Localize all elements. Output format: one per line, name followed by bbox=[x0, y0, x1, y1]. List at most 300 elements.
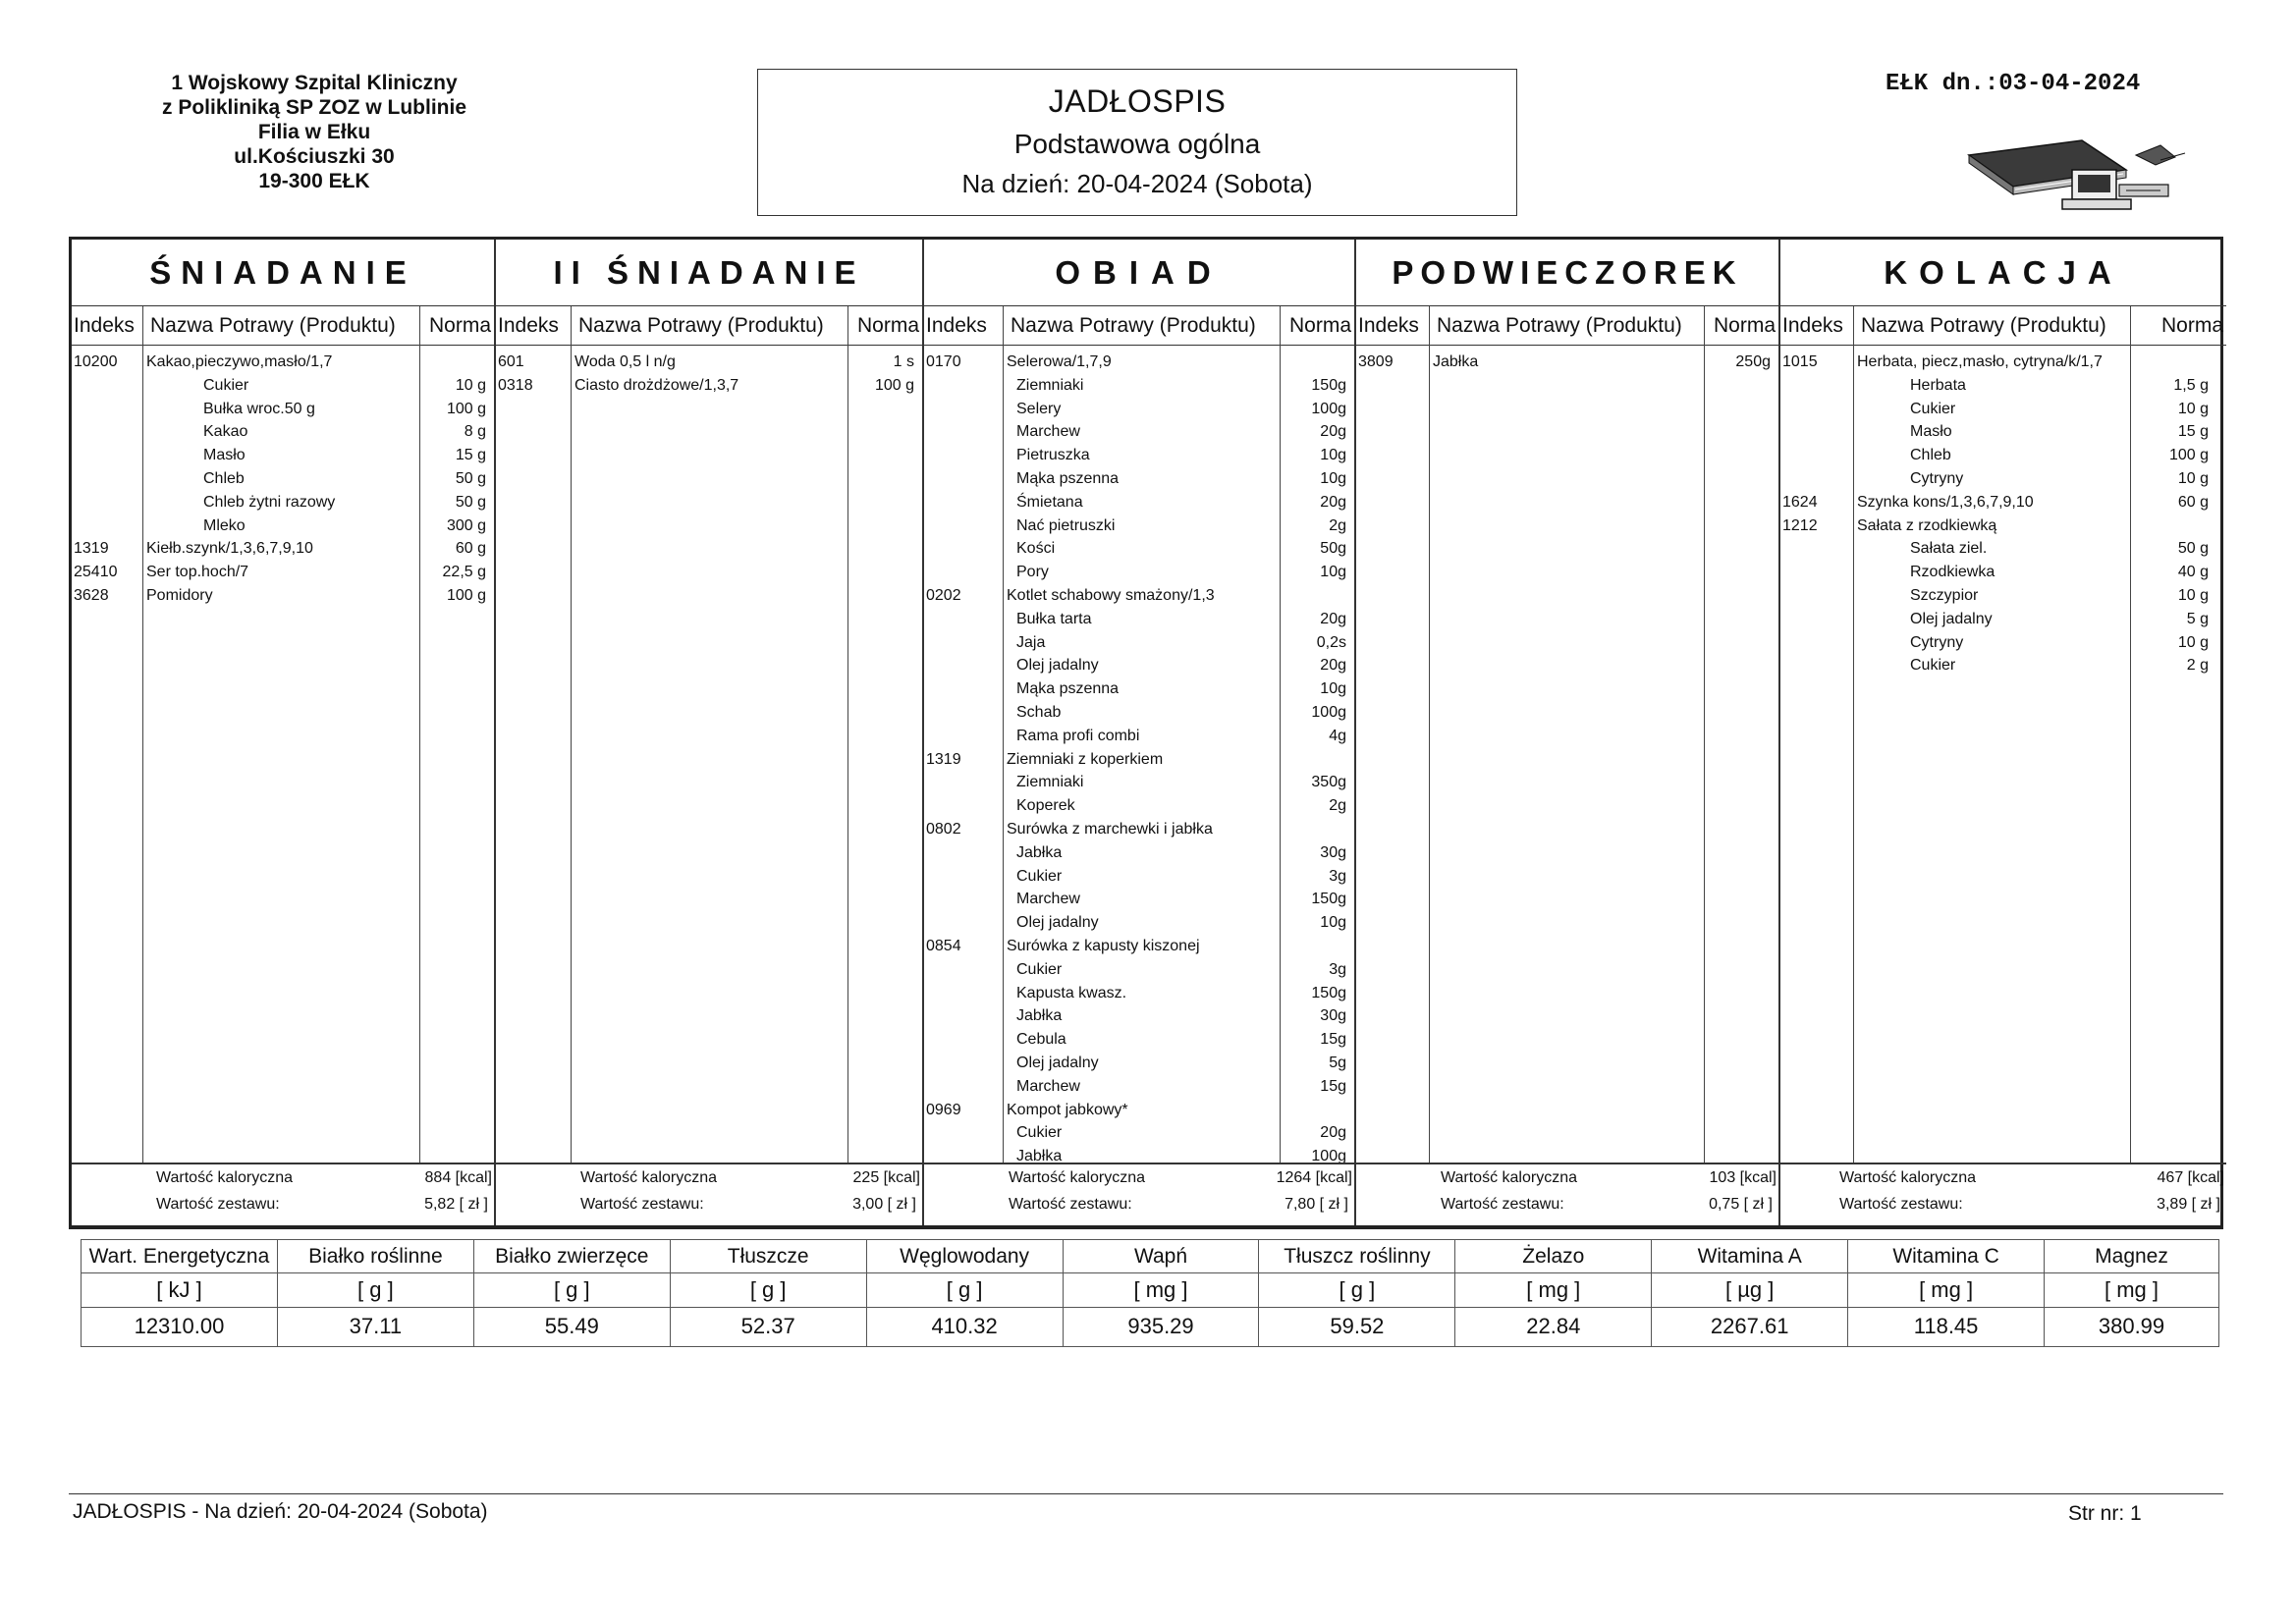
dish-name: Sałata z rzodkiewką bbox=[1857, 516, 1997, 534]
ingredient-name: Mąka pszenna bbox=[1016, 470, 1120, 487]
menu-table bbox=[69, 237, 2223, 1229]
dish-norm: 0,2s bbox=[1316, 633, 1346, 651]
ingredient-name: Rama profi combi bbox=[1016, 727, 1140, 744]
dish-name: Kompot jabkowy* bbox=[1007, 1101, 1128, 1118]
header-norma: Norma bbox=[2160, 314, 2223, 337]
dish-norm: 10 g bbox=[2177, 470, 2209, 487]
header-nazwa: Nazwa Potrawy (Produktu) bbox=[1861, 314, 2106, 337]
calorie-value: 884 [kcal] bbox=[424, 1169, 492, 1186]
dish-name: Kotlet schabowy smażony/1,3 bbox=[1007, 587, 1215, 604]
nutrition-value-cell: 118.45 bbox=[1848, 1307, 2045, 1346]
ingredient-name: Kapusta kwasz. bbox=[1016, 984, 1127, 1001]
dish-row bbox=[72, 420, 494, 444]
meal-column bbox=[924, 240, 1356, 1225]
dish-norm: 150g bbox=[1311, 376, 1346, 394]
meal-summary bbox=[496, 1163, 922, 1225]
ingredient-name: Cytryny bbox=[1910, 470, 1964, 487]
calorie-value: 225 [kcal] bbox=[852, 1169, 920, 1186]
dish-row bbox=[924, 935, 1354, 958]
dish-row bbox=[72, 561, 494, 584]
dish-row bbox=[924, 514, 1354, 538]
meal-title: PODWIECZOREK bbox=[1356, 240, 1778, 306]
dish-row bbox=[1780, 631, 2226, 655]
dish-norm: 50 g bbox=[455, 470, 486, 487]
nutrition-value-cell: 935.29 bbox=[1063, 1307, 1259, 1346]
nutrition-header-row bbox=[82, 1240, 2219, 1273]
column-divider bbox=[847, 306, 848, 1163]
dish-index: 3809 bbox=[1358, 353, 1394, 370]
dish-row bbox=[1780, 514, 2226, 538]
menu-date: Na dzień: 20-04-2024 (Sobota) bbox=[961, 169, 1313, 198]
dish-index: 1319 bbox=[926, 750, 961, 768]
dish-name: Pomidory bbox=[146, 587, 213, 604]
dish-row bbox=[924, 794, 1354, 818]
dish-norm: 10g bbox=[1320, 914, 1346, 932]
cost-value: 3,00 [ zł ] bbox=[852, 1196, 916, 1213]
dish-name: Surówka z kapusty kiszonej bbox=[1007, 938, 1200, 954]
ingredient-name: Olej jadalny bbox=[1016, 657, 1099, 675]
dish-norm: 20g bbox=[1320, 657, 1346, 675]
dish-norm: 40 g bbox=[2177, 564, 2209, 581]
dish-row bbox=[924, 1099, 1354, 1122]
dish-index: 10200 bbox=[74, 353, 118, 370]
dish-index: 0854 bbox=[926, 938, 961, 954]
meal-summary bbox=[1356, 1163, 1778, 1225]
dish-row bbox=[924, 491, 1354, 514]
nutrition-value-cell: 59.52 bbox=[1259, 1307, 1455, 1346]
dish-norm: 250g bbox=[1735, 353, 1771, 370]
dish-index: 1015 bbox=[1782, 353, 1818, 370]
dish-name: Jabłka bbox=[1433, 353, 1479, 370]
dish-row bbox=[72, 467, 494, 491]
ingredient-name: Chleb bbox=[203, 470, 245, 487]
dish-row bbox=[924, 701, 1354, 725]
ingredient-name: Cukier bbox=[1910, 400, 1956, 417]
dish-row bbox=[1780, 537, 2226, 561]
nutrition-unit-cell: [ g ] bbox=[277, 1273, 473, 1307]
ingredient-name: Marchew bbox=[1016, 891, 1080, 908]
nutrition-value-cell: 380.99 bbox=[2045, 1307, 2219, 1346]
dish-name: Szynka kons/1,3,6,7,9,10 bbox=[1857, 493, 2034, 511]
dish-norm: 100 g bbox=[446, 400, 486, 417]
meal-summary bbox=[924, 1163, 1354, 1225]
dish-row bbox=[1780, 608, 2226, 631]
calorie-label: Wartość kaloryczna bbox=[1839, 1169, 1976, 1186]
nutrition-value-cell: 55.49 bbox=[473, 1307, 670, 1346]
dish-norm: 8 g bbox=[464, 423, 486, 441]
dish-norm: 20g bbox=[1320, 1124, 1346, 1142]
dish-row bbox=[924, 351, 1354, 374]
header-indeks: Indeks bbox=[1782, 314, 1843, 337]
ingredient-name: Schab bbox=[1016, 704, 1062, 721]
nutrition-value-cell: 52.37 bbox=[670, 1307, 866, 1346]
calorie-label: Wartość kaloryczna bbox=[580, 1169, 717, 1186]
ingredient-name: Ziemniaki bbox=[1016, 774, 1084, 791]
dish-norm: 10 g bbox=[455, 376, 486, 394]
nutrition-unit-cell: [ g ] bbox=[1259, 1273, 1455, 1307]
meal-title: II ŚNIADANIE bbox=[496, 240, 922, 306]
calorie-label: Wartość kaloryczna bbox=[1009, 1169, 1145, 1186]
nutrition-unit-cell: [ kJ ] bbox=[82, 1273, 278, 1307]
dish-norm: 50g bbox=[1320, 540, 1346, 558]
dish-row bbox=[924, 865, 1354, 889]
ingredient-name: Pietruszka bbox=[1016, 447, 1090, 464]
dish-norm: 50 g bbox=[455, 493, 486, 511]
book-computer-logo bbox=[1964, 116, 2190, 224]
dish-norm: 3g bbox=[1329, 960, 1346, 978]
dish-row bbox=[924, 958, 1354, 982]
column-header bbox=[72, 306, 494, 346]
ingredient-name: Kości bbox=[1016, 540, 1056, 558]
issue-date: EŁK dn.:03-04-2024 bbox=[1886, 71, 2141, 97]
header-norma: Norma bbox=[1288, 314, 1351, 337]
dish-row bbox=[1780, 420, 2226, 444]
dish-row bbox=[1780, 654, 2226, 677]
ingredient-name: Ziemniaki bbox=[1016, 376, 1084, 394]
ingredient-name: Masło bbox=[1910, 423, 1952, 441]
header-norma: Norma bbox=[428, 314, 491, 337]
dish-norm: 100 g bbox=[446, 587, 486, 604]
dish-row bbox=[1780, 374, 2226, 398]
dish-row bbox=[72, 374, 494, 398]
ingredient-name: Sałata ziel. bbox=[1910, 540, 1988, 558]
ingredient-name: Cukier bbox=[1016, 960, 1063, 978]
ingredient-name: Bułka wroc.50 g bbox=[203, 400, 315, 417]
ingredient-name: Olej jadalny bbox=[1016, 914, 1099, 932]
ingredient-name: Jabłka bbox=[1016, 1148, 1063, 1165]
dish-norm: 350g bbox=[1311, 774, 1346, 791]
dish-norm: 2 g bbox=[2186, 657, 2209, 675]
nutrition-value-cell: 12310.00 bbox=[82, 1307, 278, 1346]
dish-row bbox=[924, 584, 1354, 608]
dish-norm: 5 g bbox=[2186, 610, 2209, 627]
dish-norm: 30g bbox=[1320, 1007, 1346, 1025]
ingredient-name: Cebula bbox=[1016, 1031, 1066, 1049]
header-nazwa: Nazwa Potrawy (Produktu) bbox=[578, 314, 824, 337]
dish-row bbox=[924, 677, 1354, 701]
calorie-label: Wartość kaloryczna bbox=[156, 1169, 293, 1186]
dish-row bbox=[924, 537, 1354, 561]
nutrition-unit-cell: [ mg ] bbox=[1848, 1273, 2045, 1307]
nutrition-value-cell: 410.32 bbox=[866, 1307, 1063, 1346]
dish-name: Ciasto drożdżowe/1,3,7 bbox=[574, 376, 739, 394]
dish-row bbox=[1780, 561, 2226, 584]
dish-norm: 3g bbox=[1329, 867, 1346, 885]
dish-norm: 100 g bbox=[2168, 447, 2209, 464]
dish-row bbox=[496, 351, 922, 374]
meal-title: ŚNIADANIE bbox=[72, 240, 494, 306]
meal-column bbox=[1780, 240, 2226, 1225]
dish-index: 1624 bbox=[1782, 493, 1818, 511]
footer-divider bbox=[69, 1493, 2223, 1494]
ingredient-name: Cukier bbox=[1016, 1124, 1063, 1142]
nutrition-header-cell: Żelazo bbox=[1455, 1240, 1652, 1273]
nutrition-header-cell: Tłuszcze bbox=[670, 1240, 866, 1273]
cost-value: 3,89 [ zł ] bbox=[2157, 1196, 2220, 1213]
dish-index: 3628 bbox=[74, 587, 109, 604]
dish-norm: 100 g bbox=[874, 376, 914, 394]
ingredient-name: Olej jadalny bbox=[1016, 1055, 1099, 1071]
dish-index: 0969 bbox=[926, 1101, 961, 1118]
nutrition-header-cell: Magnez bbox=[2045, 1240, 2219, 1273]
dish-index: 25410 bbox=[74, 564, 118, 581]
nutrition-table bbox=[81, 1239, 2219, 1347]
document-title: JADŁOSPIS bbox=[1048, 83, 1227, 119]
ingredient-name: Jabłka bbox=[1016, 1007, 1063, 1025]
header-indeks: Indeks bbox=[74, 314, 135, 337]
ingredient-name: Cukier bbox=[203, 376, 249, 394]
hospital-line: ul.Kościuszki 30 bbox=[234, 145, 395, 168]
dish-row bbox=[72, 584, 494, 608]
dish-row bbox=[924, 444, 1354, 467]
meal-title: OBIAD bbox=[924, 240, 1354, 306]
dish-norm: 50 g bbox=[2177, 540, 2209, 558]
column-header bbox=[924, 306, 1354, 346]
dish-norm: 2g bbox=[1329, 797, 1346, 815]
dish-row bbox=[1780, 351, 2226, 374]
dish-index: 0170 bbox=[926, 353, 961, 370]
ingredient-name: Mleko bbox=[203, 516, 246, 534]
dish-norm: 150g bbox=[1311, 984, 1346, 1001]
dish-index: 0318 bbox=[498, 376, 533, 394]
dish-norm: 300 g bbox=[446, 516, 486, 534]
dish-index: 601 bbox=[498, 353, 524, 370]
dish-index: 0202 bbox=[926, 587, 961, 604]
hospital-line: Filia w Ełku bbox=[257, 121, 371, 143]
dish-row bbox=[924, 420, 1354, 444]
ingredient-name: Marchew bbox=[1016, 423, 1080, 441]
dish-row bbox=[924, 888, 1354, 911]
header-nazwa: Nazwa Potrawy (Produktu) bbox=[150, 314, 396, 337]
dish-norm: 60 g bbox=[2177, 493, 2209, 511]
nutrition-value-cell: 2267.61 bbox=[1652, 1307, 1848, 1346]
column-header bbox=[496, 306, 922, 346]
nutrition-header-cell: Wapń bbox=[1063, 1240, 1259, 1273]
ingredient-name: Herbata bbox=[1910, 376, 1966, 394]
nutrition-header-cell: Tłuszcz roślinny bbox=[1259, 1240, 1455, 1273]
header-nazwa: Nazwa Potrawy (Produktu) bbox=[1011, 314, 1256, 337]
ingredient-name: Selery bbox=[1016, 400, 1062, 417]
ingredient-name: Chleb żytni razowy bbox=[203, 493, 336, 511]
dish-row bbox=[924, 982, 1354, 1005]
dish-name: Surówka z marchewki i jabłka bbox=[1007, 821, 1213, 838]
dish-norm: 150g bbox=[1311, 891, 1346, 908]
dish-norm: 10 g bbox=[2177, 587, 2209, 604]
column-divider bbox=[571, 306, 572, 1163]
nutrition-values-row bbox=[82, 1307, 2219, 1346]
nutrition-unit-cell: [ g ] bbox=[866, 1273, 1063, 1307]
dish-name: Kakao,pieczywo,masło/1,7 bbox=[146, 353, 333, 370]
column-header bbox=[1356, 306, 1778, 346]
meal-summary bbox=[72, 1163, 494, 1225]
dish-norm: 20g bbox=[1320, 423, 1346, 441]
ingredient-name: Chleb bbox=[1910, 447, 1951, 464]
cost-label: Wartość zestawu: bbox=[1839, 1196, 1963, 1213]
ingredient-name: Pory bbox=[1016, 564, 1049, 581]
dish-norm: 1,5 g bbox=[2173, 376, 2209, 394]
meal-title: KOLACJA bbox=[1780, 240, 2226, 306]
ingredient-name: Masło bbox=[203, 447, 246, 464]
header-norma: Norma bbox=[856, 314, 919, 337]
dish-row bbox=[924, 374, 1354, 398]
dish-index: 1212 bbox=[1782, 516, 1818, 534]
ingredient-name: Marchew bbox=[1016, 1077, 1080, 1095]
cost-label: Wartość zestawu: bbox=[1009, 1196, 1132, 1213]
ingredient-name: Koperek bbox=[1016, 797, 1075, 815]
dish-name: Ziemniaki z koperkiem bbox=[1007, 750, 1164, 768]
dish-norm: 15 g bbox=[2177, 423, 2209, 441]
dish-norm: 10g bbox=[1320, 564, 1346, 581]
dish-norm: 100g bbox=[1311, 400, 1346, 417]
ingredient-name: Szczypior bbox=[1910, 587, 1979, 604]
ingredient-name: Śmietana bbox=[1016, 493, 1083, 511]
ingredient-name: Mąka pszenna bbox=[1016, 680, 1120, 698]
dish-norm: 10 g bbox=[2177, 400, 2209, 417]
nutrition-value-cell: 22.84 bbox=[1455, 1307, 1652, 1346]
dish-row bbox=[924, 654, 1354, 677]
dish-norm: 5g bbox=[1329, 1055, 1346, 1071]
footer-title: JADŁOSPIS - Na dzień: 20-04-2024 (Sobota) bbox=[73, 1500, 488, 1523]
dish-row bbox=[924, 467, 1354, 491]
cost-label: Wartość zestawu: bbox=[580, 1196, 704, 1213]
meal-column bbox=[72, 240, 496, 1225]
nutrition-unit-cell: [ g ] bbox=[473, 1273, 670, 1307]
nutrition-unit-cell: [ µg ] bbox=[1652, 1273, 1848, 1307]
dish-norm: 15 g bbox=[455, 447, 486, 464]
dish-row bbox=[924, 1075, 1354, 1099]
hospital-address bbox=[128, 71, 501, 193]
dish-norm: 20g bbox=[1320, 493, 1346, 511]
dish-row bbox=[924, 818, 1354, 841]
hospital-line: z Polikliniką SP ZOZ w Lublinie bbox=[162, 96, 466, 119]
dish-norm: 100g bbox=[1311, 1148, 1346, 1165]
dish-index: 0802 bbox=[926, 821, 961, 838]
dish-norm: 20g bbox=[1320, 610, 1346, 627]
meal-column bbox=[496, 240, 924, 1225]
dish-row bbox=[924, 608, 1354, 631]
dish-row bbox=[72, 351, 494, 374]
dish-row bbox=[924, 631, 1354, 655]
dish-row bbox=[72, 491, 494, 514]
header-nazwa: Nazwa Potrawy (Produktu) bbox=[1437, 314, 1682, 337]
nutrition-header-cell: Wart. Energetyczna bbox=[82, 1240, 278, 1273]
dish-row bbox=[1780, 491, 2226, 514]
dish-row bbox=[924, 561, 1354, 584]
nutrition-header-cell: Węglowodany bbox=[866, 1240, 1063, 1273]
cost-value: 7,80 [ zł ] bbox=[1285, 1196, 1348, 1213]
dish-row bbox=[72, 398, 494, 421]
dish-row bbox=[72, 514, 494, 538]
nutrition-value-cell: 37.11 bbox=[277, 1307, 473, 1346]
dish-row bbox=[924, 725, 1354, 748]
dish-row bbox=[924, 841, 1354, 865]
column-divider bbox=[1429, 306, 1430, 1163]
title-box bbox=[757, 69, 1517, 216]
dish-name: Ser top.hoch/7 bbox=[146, 564, 249, 581]
dish-row bbox=[496, 374, 922, 398]
dish-row bbox=[1356, 351, 1778, 374]
ingredient-name: Cukier bbox=[1016, 867, 1063, 885]
calorie-value: 1264 [kcal] bbox=[1276, 1169, 1352, 1186]
column-divider bbox=[1704, 306, 1705, 1163]
dish-norm: 10g bbox=[1320, 470, 1346, 487]
column-header bbox=[1780, 306, 2226, 346]
dish-norm: 22,5 g bbox=[442, 564, 486, 581]
dish-norm: 10g bbox=[1320, 447, 1346, 464]
ingredient-name: Kakao bbox=[203, 423, 248, 441]
page-number: Str nr: 1 bbox=[2068, 1502, 2142, 1525]
meal-summary bbox=[1780, 1163, 2226, 1225]
dish-norm: 30g bbox=[1320, 843, 1346, 861]
dish-row bbox=[924, 771, 1354, 794]
nutrition-units-row bbox=[82, 1273, 2219, 1307]
ingredient-name: Cukier bbox=[1910, 657, 1956, 675]
header-indeks: Indeks bbox=[926, 314, 987, 337]
ingredient-name: Jabłka bbox=[1016, 843, 1063, 861]
cost-label: Wartość zestawu: bbox=[1441, 1196, 1564, 1213]
dish-row bbox=[924, 1004, 1354, 1028]
hospital-line: 19-300 EŁK bbox=[258, 170, 370, 192]
diet-name: Podstawowa ogólna bbox=[1013, 129, 1261, 159]
ingredient-name: Jaja bbox=[1016, 633, 1046, 651]
dish-norm: 1 s bbox=[893, 353, 914, 370]
nutrition-header-cell: Witamina A bbox=[1652, 1240, 1848, 1273]
nutrition-unit-cell: [ mg ] bbox=[2045, 1273, 2219, 1307]
dish-row bbox=[1780, 444, 2226, 467]
hospital-line: 1 Wojskowy Szpital Kliniczny bbox=[171, 72, 458, 94]
calorie-value: 467 [kcal] bbox=[2157, 1169, 2224, 1186]
dish-row bbox=[924, 1121, 1354, 1145]
calorie-value: 103 [kcal] bbox=[1709, 1169, 1777, 1186]
dish-name: Kiełb.szynk/1,3,6,7,9,10 bbox=[146, 540, 313, 558]
meal-column bbox=[1356, 240, 1780, 1225]
header-indeks: Indeks bbox=[498, 314, 559, 337]
dish-name: Selerowa/1,7,9 bbox=[1007, 353, 1112, 370]
dish-row bbox=[924, 911, 1354, 935]
dish-row bbox=[1780, 584, 2226, 608]
dish-name: Woda 0,5 l n/g bbox=[574, 353, 676, 370]
ingredient-name: Cytryny bbox=[1910, 633, 1964, 651]
ingredient-name: Rzodkiewka bbox=[1910, 564, 1995, 581]
dish-row bbox=[72, 444, 494, 467]
nutrition-unit-cell: [ g ] bbox=[670, 1273, 866, 1307]
cost-label: Wartość zestawu: bbox=[156, 1196, 280, 1213]
dish-row bbox=[924, 398, 1354, 421]
dish-row bbox=[924, 1028, 1354, 1052]
dish-index: 1319 bbox=[74, 540, 109, 558]
dish-norm: 100g bbox=[1311, 704, 1346, 721]
cost-value: 5,82 [ zł ] bbox=[424, 1196, 488, 1213]
ingredient-name: Olej jadalny bbox=[1910, 610, 1993, 627]
dish-norm: 4g bbox=[1329, 727, 1346, 744]
dish-norm: 15g bbox=[1320, 1031, 1346, 1049]
header-norma: Norma bbox=[1713, 314, 1776, 337]
dish-norm: 60 g bbox=[455, 540, 486, 558]
header-indeks: Indeks bbox=[1358, 314, 1419, 337]
dish-row bbox=[72, 537, 494, 561]
dish-norm: 15g bbox=[1320, 1077, 1346, 1095]
dish-row bbox=[924, 1052, 1354, 1075]
nutrition-unit-cell: [ mg ] bbox=[1455, 1273, 1652, 1307]
nutrition-unit-cell: [ mg ] bbox=[1063, 1273, 1259, 1307]
ingredient-name: Bułka tarta bbox=[1016, 610, 1092, 627]
calorie-label: Wartość kaloryczna bbox=[1441, 1169, 1577, 1186]
dish-norm: 2g bbox=[1329, 516, 1346, 534]
ingredient-name: Nać pietruszki bbox=[1016, 516, 1116, 534]
dish-row bbox=[924, 748, 1354, 772]
nutrition-header-cell: Witamina C bbox=[1848, 1240, 2045, 1273]
dish-name: Herbata, piecz,masło, cytryna/k/1,7 bbox=[1857, 353, 2103, 370]
